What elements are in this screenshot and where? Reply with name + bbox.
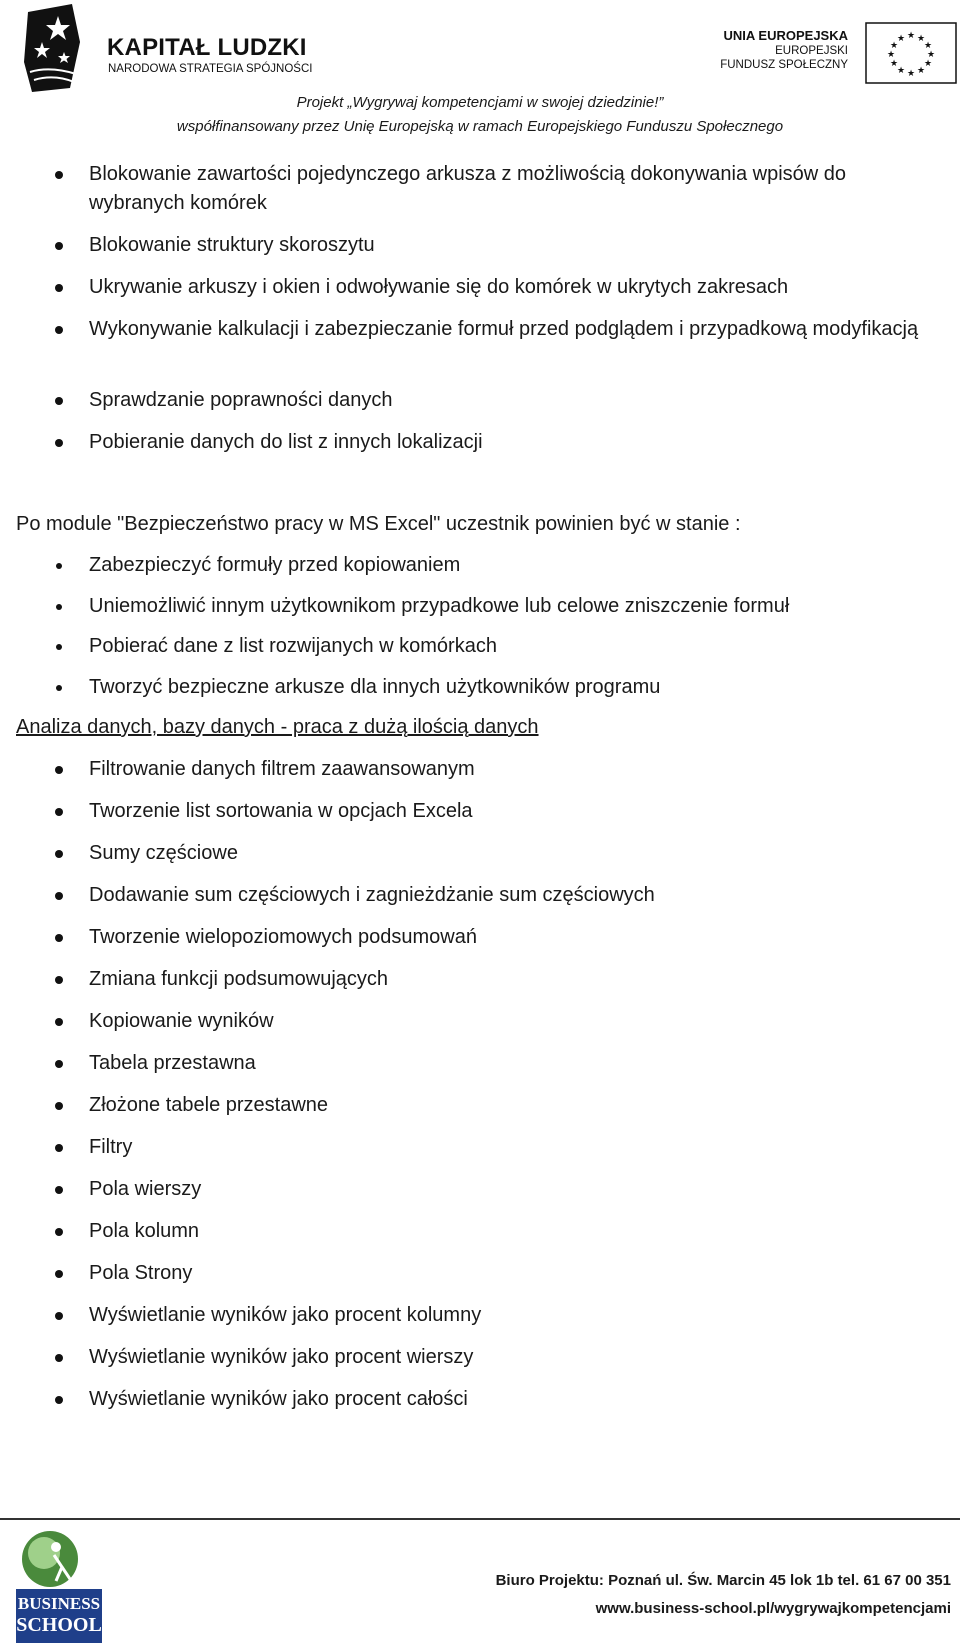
footer-divider [0,1518,960,1520]
bullet-icon [55,1354,63,1362]
list-item: Wyświetlanie wyników jako procent wierszy [89,1343,939,1372]
eu-line1: UNIA EUROPEJSKA [723,28,848,43]
svg-text:★: ★ [896,34,906,44]
bullet-icon [55,1228,63,1236]
bullet-icon [55,892,63,900]
bullet-icon [56,644,62,650]
list-item: Dodawanie sum częściowych i zagnieżdżanie sum częściowych [89,881,939,910]
bullet-icon [55,976,63,984]
bullet-icon [56,604,62,610]
svg-text:★: ★ [906,69,916,79]
list-item: Filtrowanie danych filtrem zaawansowanym [89,755,939,784]
kapital-ludzki-title: KAPITAŁ LUDZKI [107,34,307,61]
list-item: Pola wierszy [89,1175,939,1204]
list-item: Wyświetlanie wyników jako procent kolumny [89,1301,939,1330]
bullet-icon [56,563,62,569]
bullet-icon [55,1396,63,1404]
list-item: Pobierać dane z list rozwijanych w komórkach [89,632,939,661]
list-item: Tworzenie wielopoziomowych podsumowań [89,923,939,952]
project-title: Projekt „Wygrywaj kompetencjami w swojej dziedzinie!” [296,94,664,111]
list-item: Pola Strony [89,1259,939,1288]
logo-text-line1: BUSINESS [17,1594,101,1613]
list-item: Pobieranie danych do list z innych lokalizacji [89,428,939,457]
list-item: Zmiana funkcji podsumowujących [89,965,939,994]
eu-flag-icon [865,22,957,84]
kapital-ludzki-subtitle: NARODOWA STRATEGIA SPÓJNOŚCI [108,63,313,75]
bullet-icon [55,397,63,405]
list-item: Blokowanie struktury skoroszytu [89,231,939,260]
business-school-logo-icon [16,1525,102,1643]
bullet-icon [55,284,63,292]
svg-text:★: ★ [923,41,933,51]
list-item: Wyświetlanie wyników jako procent całości [89,1385,939,1414]
list-item: Ukrywanie arkuszy i okien i odwoływanie się do komórek w ukrytych zakresach [89,273,939,302]
svg-text:★: ★ [896,66,906,76]
list-item: Filtry [89,1133,939,1162]
svg-text:★: ★ [923,59,933,69]
bullet-icon [55,439,63,447]
bullet-icon [55,242,63,250]
svg-text:★: ★ [886,50,896,60]
bullet-icon [55,1312,63,1320]
eu-line3: FUNDUSZ SPOŁECZNY [720,59,848,71]
svg-text:★: ★ [916,34,926,44]
kapital-ludzki-logo-icon [20,2,84,94]
project-office-address: Biuro Projektu: Poznań ul. Św. Marcin 45 lok 1b tel. 61 67 00 351 [495,1572,951,1589]
project-funding-note: współfinansowany przez Unię Europejską w ramach Europejskiego Funduszu Społecznego [176,118,784,135]
bullet-icon [55,171,63,179]
svg-text:★: ★ [889,59,899,69]
list-item: Uniemożliwić innym użytkownikom przypadkowe lub celowe zniszczenie formuł [89,592,939,621]
eu-line2: EUROPEJSKI [775,45,848,57]
list-item: Pola kolumn [89,1217,939,1246]
bullet-icon [55,850,63,858]
svg-text:★: ★ [906,31,916,41]
bullet-icon [55,934,63,942]
project-website-link[interactable]: www.business-school.pl/wygrywajkompetencjami [595,1600,951,1617]
bullet-icon [55,326,63,334]
svg-text:★: ★ [926,50,936,60]
list-item: Tworzenie list sortowania w opcjach Excela [89,797,939,826]
bullet-icon [55,1144,63,1152]
bullet-icon [55,1018,63,1026]
list-item: Tworzyć bezpieczne arkusze dla innych użytkowników programu [89,673,939,702]
module-outcome-intro: Po module "Bezpieczeństwo pracy w MS Excel" uczestnik powinien być w stanie : [16,513,741,535]
list-item: Sprawdzanie poprawności danych [89,386,939,415]
bullet-icon [55,1102,63,1110]
svg-text:★: ★ [889,41,899,51]
list-item: Złożone tabele przestawne [89,1091,939,1120]
section-heading: Analiza danych, bazy danych - praca z dużą ilością danych [16,716,539,738]
bullet-icon [55,808,63,816]
logo-text-line2: SCHOOL [16,1614,102,1636]
list-item: Wykonywanie kalkulacji i zabezpieczanie formuł przed podglądem i przypadkową modyfikacją [89,315,939,344]
bullet-icon [56,685,62,691]
list-item: Blokowanie zawartości pojedynczego arkusza z możliwością dokonywania wpisów do wybranych komórek [89,160,939,218]
bullet-icon [55,1060,63,1068]
eu-logo-text [720,28,848,72]
svg-text:★: ★ [916,66,926,76]
bullet-icon [55,1270,63,1278]
list-item: Tabela przestawna [89,1049,939,1078]
list-item: Sumy częściowe [89,839,939,868]
bullet-icon [55,1186,63,1194]
list-item: Kopiowanie wyników [89,1007,939,1036]
bullet-icon [55,766,63,774]
list-item: Zabezpieczyć formuły przed kopiowaniem [89,551,939,580]
